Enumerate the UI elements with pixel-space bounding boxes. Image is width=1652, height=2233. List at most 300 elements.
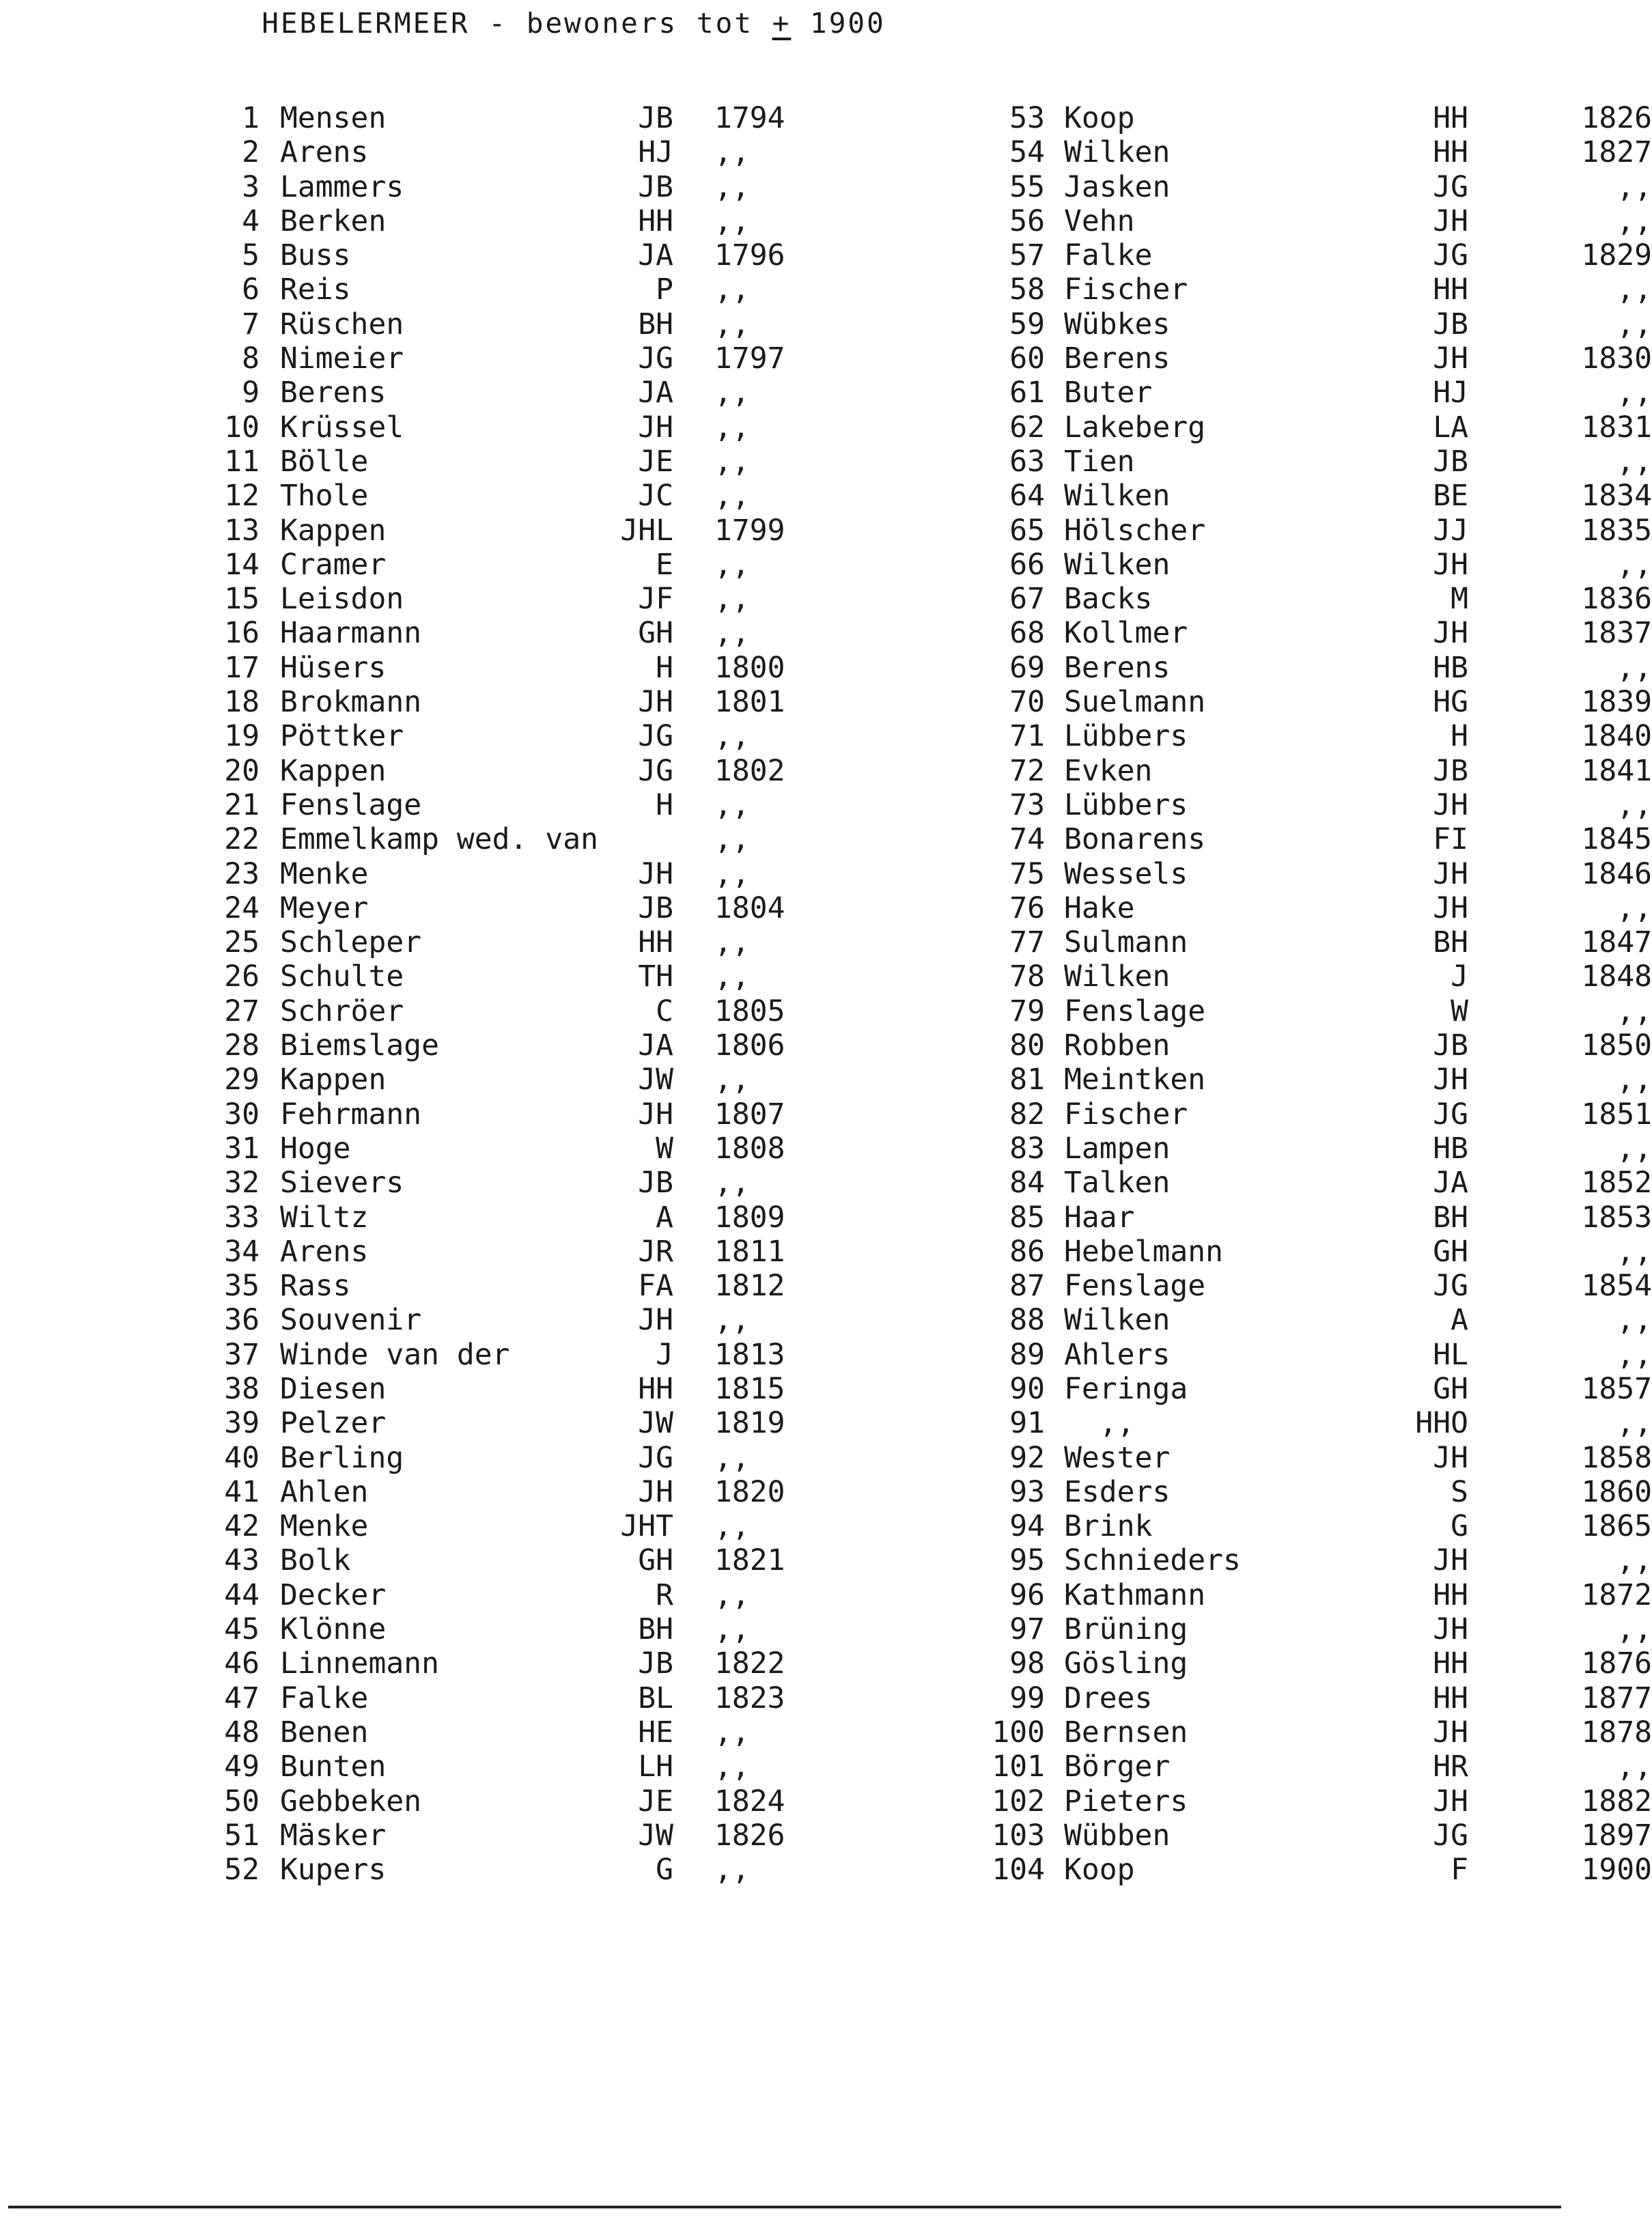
resident-name: Kappen — [280, 1063, 387, 1097]
resident-name: Haar — [1064, 1200, 1135, 1235]
resident-name: Schröer — [280, 994, 404, 1028]
resident-name: Decker — [280, 1577, 387, 1612]
resident-number: 49 — [224, 1750, 260, 1784]
resident-number: 1 — [242, 101, 260, 135]
resident-number: 88 — [1009, 1303, 1045, 1338]
resident-year: ,, — [714, 719, 750, 754]
resident-year: 1830 — [1581, 341, 1652, 376]
resident-name: Falke — [280, 1681, 369, 1715]
resident-year: 1804 — [714, 890, 785, 925]
resident-initials: JH — [638, 856, 673, 891]
resident-initials: BH — [1433, 925, 1468, 960]
resident-name: Robben — [1064, 1028, 1171, 1063]
resident-year: 1808 — [714, 1131, 785, 1166]
resident-year: 1835 — [1581, 513, 1652, 548]
resident-initials: TH — [638, 959, 673, 994]
resident-name: Leisdon — [280, 582, 404, 617]
resident-name: Evken — [1064, 753, 1153, 788]
resident-year: ,, — [714, 547, 750, 582]
resident-initials: S — [1451, 1474, 1468, 1509]
resident-number: 10 — [224, 410, 260, 445]
resident-initials: JH — [638, 1097, 673, 1132]
resident-year: 1813 — [714, 1337, 785, 1372]
resident-number: 76 — [1009, 890, 1045, 925]
resident-initials: J — [656, 1337, 673, 1372]
resident-year: ,, — [714, 307, 750, 341]
resident-number: 90 — [1009, 1371, 1045, 1406]
resident-year: 1852 — [1581, 1166, 1652, 1200]
resident-number: 70 — [1009, 685, 1045, 720]
resident-initials: JR — [638, 1234, 673, 1269]
resident-initials: G — [656, 1853, 673, 1887]
resident-initials: E — [656, 547, 673, 582]
resident-name: Wiltz — [280, 1200, 369, 1235]
resident-number: 94 — [1009, 1509, 1045, 1544]
resident-number: 48 — [224, 1715, 260, 1750]
resident-name: Lampen — [1064, 1131, 1171, 1166]
resident-name: Menke — [280, 1509, 369, 1544]
resident-year: ,, — [714, 1166, 750, 1200]
resident-name: Ahlen — [280, 1474, 369, 1509]
resident-name: Bölle — [280, 444, 369, 479]
resident-number: 26 — [224, 959, 260, 994]
resident-number: 5 — [242, 238, 260, 273]
resident-year: 1822 — [714, 1646, 785, 1681]
resident-initials: JH — [638, 410, 673, 445]
resident-initials: JH — [1433, 1784, 1468, 1818]
resident-number: 46 — [224, 1646, 260, 1681]
resident-name: Jasken — [1064, 169, 1171, 204]
resident-year: ,, — [714, 135, 750, 170]
resident-year: 1882 — [1581, 1784, 1652, 1818]
resident-year: ,, — [1616, 169, 1652, 204]
resident-name: Bunten — [280, 1750, 387, 1784]
resident-initials: JHL — [620, 513, 673, 548]
resident-initials: HH — [638, 203, 673, 238]
resident-year: 1857 — [1581, 1371, 1652, 1406]
resident-year: 1847 — [1581, 925, 1652, 960]
resident-initials: JB — [1433, 307, 1468, 341]
resident-number: 52 — [224, 1853, 260, 1887]
resident-year: ,, — [714, 169, 750, 204]
resident-year: ,, — [714, 582, 750, 617]
resident-initials: JH — [1433, 1063, 1468, 1097]
resident-name: Meintken — [1064, 1063, 1206, 1097]
resident-number: 61 — [1009, 376, 1045, 410]
resident-number: 16 — [224, 616, 260, 651]
resident-number: 53 — [1009, 101, 1045, 135]
resident-year: 1831 — [1581, 410, 1652, 445]
resident-name: Berens — [280, 376, 387, 410]
resident-number: 65 — [1009, 513, 1045, 548]
resident-name: Souvenir — [280, 1303, 422, 1338]
resident-number: 99 — [1009, 1681, 1045, 1715]
resident-number: 39 — [224, 1406, 260, 1441]
resident-name: Rüschen — [280, 307, 404, 341]
resident-year: ,, — [1616, 994, 1652, 1028]
resident-year: 1897 — [1581, 1818, 1652, 1853]
resident-year: ,, — [714, 925, 750, 960]
resident-number: 31 — [224, 1131, 260, 1166]
resident-year: ,, — [714, 444, 750, 479]
resident-initials: C — [656, 994, 673, 1028]
resident-initials: JG — [638, 341, 673, 376]
resident-name: Meyer — [280, 890, 369, 925]
resident-year: ,, — [1616, 203, 1652, 238]
resident-year: ,, — [714, 272, 750, 307]
resident-number: 27 — [224, 994, 260, 1028]
resident-initials: W — [1451, 994, 1468, 1028]
resident-year: 1794 — [714, 101, 785, 135]
resident-year: ,, — [714, 410, 750, 445]
resident-number: 60 — [1009, 341, 1045, 376]
resident-initials: JH — [638, 1303, 673, 1338]
resident-initials: H — [1451, 719, 1468, 754]
resident-name: Lakeberg — [1064, 410, 1206, 445]
resident-name: Wübkes — [1064, 307, 1171, 341]
resident-number: 4 — [242, 203, 260, 238]
resident-name: Hake — [1064, 890, 1135, 925]
resident-name: Wilken — [1064, 959, 1171, 994]
resident-initials: H — [656, 650, 673, 685]
resident-name: Buss — [280, 238, 351, 273]
resident-year: 1800 — [714, 650, 785, 685]
resident-year: 1805 — [714, 994, 785, 1028]
resident-year: ,, — [1616, 1131, 1652, 1166]
resident-name: Winde van der — [280, 1337, 510, 1372]
resident-initials: JB — [1433, 1028, 1468, 1063]
resident-initials: GH — [638, 1543, 673, 1578]
resident-year: 1799 — [714, 513, 785, 548]
resident-year: ,, — [714, 1440, 750, 1475]
resident-year: ,, — [714, 1715, 750, 1750]
resident-name: Hüsers — [280, 650, 387, 685]
resident-name: Reis — [280, 272, 351, 307]
resident-number: 12 — [224, 479, 260, 514]
resident-number: 30 — [224, 1097, 260, 1132]
resident-initials: JH — [1433, 1715, 1468, 1750]
resident-name: Ahlers — [1064, 1337, 1171, 1372]
resident-name: Mäsker — [280, 1818, 387, 1853]
resident-year: 1850 — [1581, 1028, 1652, 1063]
resident-number: 7 — [242, 307, 260, 341]
plus-minus-sign: + — [772, 7, 792, 40]
resident-year: ,, — [714, 203, 750, 238]
resident-name: Kathmann — [1064, 1577, 1206, 1612]
resident-year: 1837 — [1581, 616, 1652, 651]
resident-number: 100 — [992, 1715, 1045, 1750]
resident-number: 11 — [224, 444, 260, 479]
resident-year: ,, — [714, 1063, 750, 1097]
resident-initials: HB — [1433, 1131, 1468, 1166]
resident-number: 8 — [242, 341, 260, 376]
resident-initials: P — [656, 272, 673, 307]
resident-year: 1854 — [1581, 1269, 1652, 1304]
resident-number: 47 — [224, 1681, 260, 1715]
resident-number: 64 — [1009, 479, 1045, 514]
resident-name: Sievers — [280, 1166, 404, 1200]
resident-name: Wübben — [1064, 1818, 1171, 1853]
resident-number: 20 — [224, 753, 260, 788]
resident-name: Brokmann — [280, 685, 422, 720]
resident-year: ,, — [1616, 1337, 1652, 1372]
resident-number: 92 — [1009, 1440, 1045, 1475]
resident-name: Gösling — [1064, 1646, 1188, 1681]
resident-name: Tien — [1064, 444, 1135, 479]
resident-year: ,, — [1616, 890, 1652, 925]
resident-year: ,, — [1616, 787, 1652, 822]
resident-initials: HJ — [1433, 376, 1468, 410]
resident-year: 1876 — [1581, 1646, 1652, 1681]
resident-year: 1836 — [1581, 582, 1652, 617]
resident-initials: J — [1451, 959, 1468, 994]
resident-name: Fischer — [1064, 1097, 1188, 1132]
resident-year: 1827 — [1581, 135, 1652, 170]
resident-number: 75 — [1009, 856, 1045, 891]
resident-initials: A — [656, 1200, 673, 1235]
resident-year: ,, — [1616, 1303, 1652, 1338]
resident-initials: HH — [1433, 1681, 1468, 1715]
resident-name: Hölscher — [1064, 513, 1206, 548]
resident-name: Thole — [280, 479, 369, 514]
resident-name: Pelzer — [280, 1406, 387, 1441]
resident-number: 19 — [224, 719, 260, 754]
resident-year: ,, — [714, 822, 750, 857]
resident-year: 1807 — [714, 1097, 785, 1132]
resident-initials: GH — [1433, 1371, 1468, 1406]
resident-year: 1812 — [714, 1269, 785, 1304]
resident-year: 1819 — [714, 1406, 785, 1441]
resident-number: 6 — [242, 272, 260, 307]
resident-name: Esders — [1064, 1474, 1171, 1509]
resident-initials: GH — [1433, 1234, 1468, 1269]
resident-number: 85 — [1009, 1200, 1045, 1235]
resident-number: 66 — [1009, 547, 1045, 582]
resident-initials: R — [656, 1577, 673, 1612]
resident-initials: JA — [638, 1028, 673, 1063]
resident-initials: JG — [638, 719, 673, 754]
resident-initials: BE — [1433, 479, 1468, 514]
resident-number: 84 — [1009, 1166, 1045, 1200]
resident-initials: M — [1451, 582, 1468, 617]
resident-number: 103 — [992, 1818, 1045, 1853]
resident-year: 1851 — [1581, 1097, 1652, 1132]
resident-name: Pöttker — [280, 719, 404, 754]
resident-number: 96 — [1009, 1577, 1045, 1612]
resident-initials: HJ — [638, 135, 673, 170]
resident-year: ,, — [1616, 307, 1652, 341]
resident-name: Koop — [1064, 101, 1135, 135]
resident-year: 1839 — [1581, 685, 1652, 720]
resident-year: ,, — [714, 787, 750, 822]
resident-name: Menke — [280, 856, 369, 891]
resident-initials: G — [1451, 1509, 1468, 1544]
resident-name: Berens — [1064, 341, 1171, 376]
resident-initials: LA — [1433, 410, 1468, 445]
resident-initials: JH — [1433, 547, 1468, 582]
resident-name: Bolk — [280, 1543, 351, 1578]
resident-initials: HG — [1433, 685, 1468, 720]
resident-initials: HR — [1433, 1750, 1468, 1784]
resident-initials: JB — [638, 169, 673, 204]
resident-year: ,, — [1616, 1543, 1652, 1578]
resident-number: 28 — [224, 1028, 260, 1063]
resident-initials: A — [1451, 1303, 1468, 1338]
resident-name: Pieters — [1064, 1784, 1188, 1818]
resident-initials: HH — [638, 1371, 673, 1406]
resident-initials: JW — [638, 1063, 673, 1097]
resident-name: Drees — [1064, 1681, 1153, 1715]
resident-initials: JB — [1433, 753, 1468, 788]
resident-initials: BH — [1433, 1200, 1468, 1235]
resident-initials: JH — [1433, 890, 1468, 925]
resident-name: Wilken — [1064, 1303, 1171, 1338]
resident-initials: GH — [638, 616, 673, 651]
resident-name: Buter — [1064, 376, 1153, 410]
resident-number: 98 — [1009, 1646, 1045, 1681]
resident-initials: F — [1451, 1853, 1468, 1887]
resident-year: 1821 — [714, 1543, 785, 1578]
resident-number: 102 — [992, 1784, 1045, 1818]
resident-number: 79 — [1009, 994, 1045, 1028]
resident-year: ,, — [714, 1509, 750, 1544]
resident-year: 1802 — [714, 753, 785, 788]
page-title — [0, 7, 1147, 40]
resident-initials: JG — [1433, 169, 1468, 204]
resident-initials: JH — [1433, 616, 1468, 651]
resident-number: 18 — [224, 685, 260, 720]
resident-initials: JW — [638, 1818, 673, 1853]
resident-name: Mensen — [280, 101, 387, 135]
resident-name: Wilken — [1064, 135, 1171, 170]
resident-initials: FI — [1433, 822, 1468, 857]
resident-initials: JB — [638, 890, 673, 925]
resident-name: Suelmann — [1064, 685, 1206, 720]
resident-number: 3 — [242, 169, 260, 204]
resident-number: 40 — [224, 1440, 260, 1475]
resident-year: ,, — [714, 1853, 750, 1887]
resident-year: ,, — [714, 1750, 750, 1784]
resident-initials: BH — [638, 1612, 673, 1647]
resident-year: 1796 — [714, 238, 785, 273]
resident-number: 74 — [1009, 822, 1045, 857]
bottom-rule — [8, 2206, 1561, 2208]
resident-number: 101 — [992, 1750, 1045, 1784]
resident-year: ,, — [1616, 444, 1652, 479]
resident-number: 81 — [1009, 1063, 1045, 1097]
resident-initials: JB — [638, 1166, 673, 1200]
resident-name: Schnieders — [1064, 1543, 1241, 1578]
resident-initials: FA — [638, 1269, 673, 1304]
resident-year: ,, — [714, 856, 750, 891]
resident-year: ,, — [714, 1612, 750, 1647]
resident-number: 89 — [1009, 1337, 1045, 1372]
resident-name: Kappen — [280, 753, 387, 788]
resident-number: 80 — [1009, 1028, 1045, 1063]
resident-number: 59 — [1009, 307, 1045, 341]
resident-number: 34 — [224, 1234, 260, 1269]
resident-initials: JG — [1433, 1818, 1468, 1853]
resident-name: Backs — [1064, 582, 1153, 617]
resident-initials: JE — [638, 1784, 673, 1818]
resident-year: 1900 — [1581, 1853, 1652, 1887]
resident-name: Koop — [1064, 1853, 1135, 1887]
resident-number: 29 — [224, 1063, 260, 1097]
resident-year: ,, — [714, 376, 750, 410]
resident-initials: JA — [638, 238, 673, 273]
resident-number: 37 — [224, 1337, 260, 1372]
resident-name: Fenslage — [1064, 994, 1206, 1028]
resident-name: Biemslage — [280, 1028, 439, 1063]
resident-name: Wilken — [1064, 547, 1171, 582]
resident-number: 9 — [242, 376, 260, 410]
resident-initials: JH — [1433, 1612, 1468, 1647]
resident-name: Lübbers — [1064, 719, 1188, 754]
resident-number: 91 — [1009, 1406, 1045, 1441]
resident-number: 23 — [224, 856, 260, 891]
resident-initials: HH — [1433, 272, 1468, 307]
resident-name: Kappen — [280, 513, 387, 548]
resident-year: ,, — [714, 1303, 750, 1338]
resident-number: 67 — [1009, 582, 1045, 617]
resident-name: Brink — [1064, 1509, 1153, 1544]
resident-name: Fenslage — [280, 787, 422, 822]
resident-initials: HE — [638, 1715, 673, 1750]
resident-initials: JE — [638, 444, 673, 479]
resident-initials: JG — [1433, 1097, 1468, 1132]
resident-number: 54 — [1009, 135, 1045, 170]
resident-number: 78 — [1009, 959, 1045, 994]
resident-name: Brüning — [1064, 1612, 1188, 1647]
resident-name: Hebelmann — [1064, 1234, 1223, 1269]
resident-name: Vehn — [1064, 203, 1135, 238]
resident-name: Berens — [1064, 650, 1171, 685]
resident-year: ,, — [1616, 1406, 1652, 1441]
resident-number: 104 — [992, 1853, 1045, 1887]
resident-year: 1872 — [1581, 1577, 1652, 1612]
resident-year: 1877 — [1581, 1681, 1652, 1715]
resident-name: Schulte — [280, 959, 404, 994]
resident-initials: JF — [638, 582, 673, 617]
resident-year: 1840 — [1581, 719, 1652, 754]
resident-name: Haarmann — [280, 616, 422, 651]
resident-year: ,, — [1616, 272, 1652, 307]
title-year: 1900 — [810, 7, 886, 40]
resident-year: 1846 — [1581, 856, 1652, 891]
resident-number: 87 — [1009, 1269, 1045, 1304]
resident-number: 58 — [1009, 272, 1045, 307]
resident-initials: W — [656, 1131, 673, 1166]
resident-number: 83 — [1009, 1131, 1045, 1166]
resident-name: Fehrmann — [280, 1097, 422, 1132]
resident-name: Bernsen — [1064, 1715, 1188, 1750]
resident-initials: JG — [638, 1440, 673, 1475]
resident-initials: JH — [1433, 341, 1468, 376]
resident-number: 33 — [224, 1200, 260, 1235]
resident-initials: HB — [1433, 650, 1468, 685]
resident-year: 1860 — [1581, 1474, 1652, 1509]
resident-number: 71 — [1009, 719, 1045, 754]
resident-year: ,, — [1616, 1750, 1652, 1784]
resident-name: Sulmann — [1064, 925, 1188, 960]
resident-number: 50 — [224, 1784, 260, 1818]
resident-number: 13 — [224, 513, 260, 548]
resident-number: 41 — [224, 1474, 260, 1509]
resident-initials: JH — [1433, 856, 1468, 891]
resident-year: 1823 — [714, 1681, 785, 1715]
resident-number: 97 — [1009, 1612, 1045, 1647]
resident-year: 1845 — [1581, 822, 1652, 857]
